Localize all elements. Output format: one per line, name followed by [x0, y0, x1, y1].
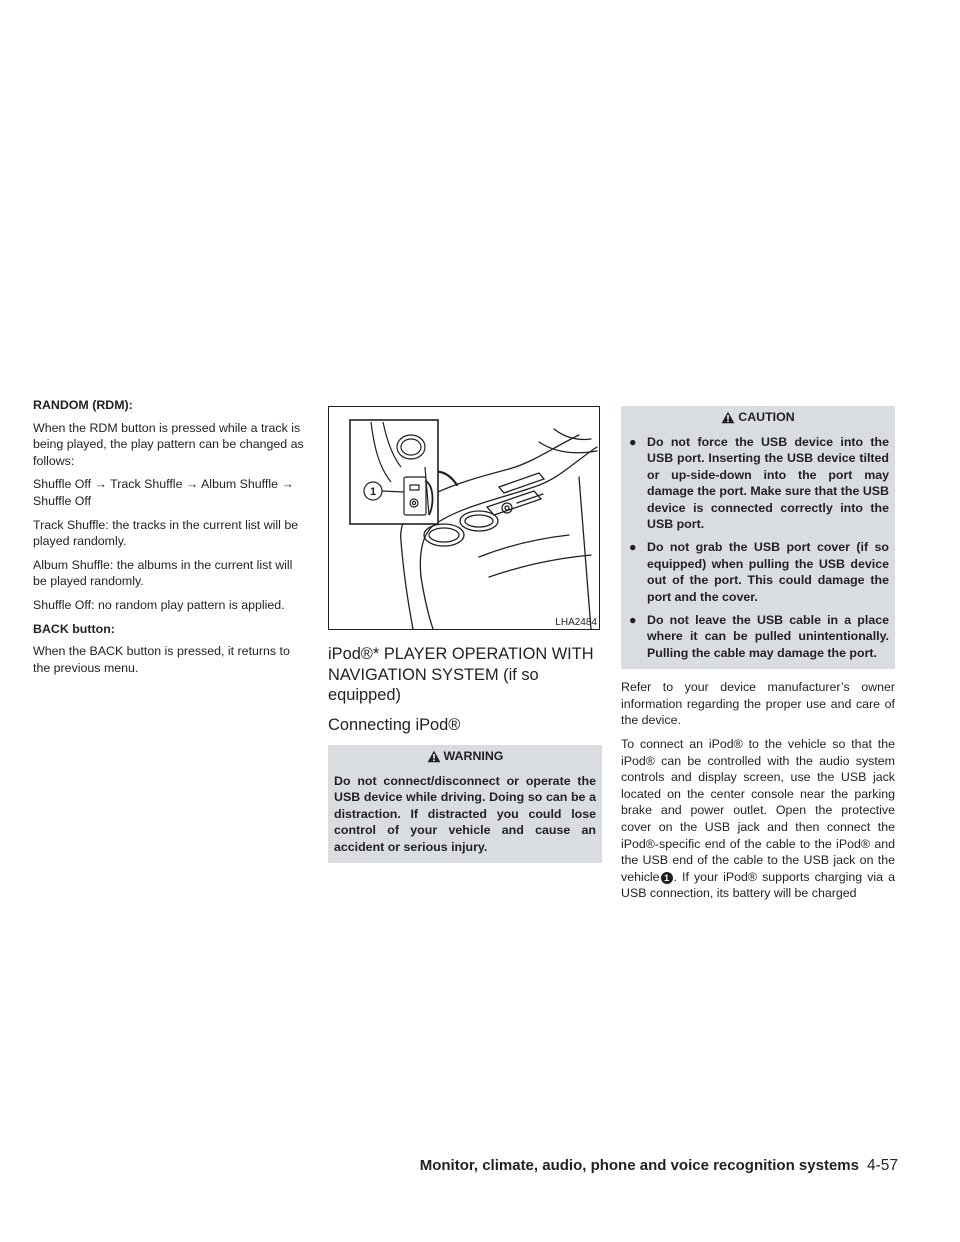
warning-box — [328, 745, 602, 863]
caution-icon — [721, 411, 735, 424]
middle-column — [328, 397, 602, 863]
refer-text: Refer to your device manufacturer’s owner information regarding the proper use and care of the device. — [621, 680, 895, 728]
bullet-icon: ● — [629, 540, 637, 555]
shuffle-off-text: Shuffle Off: no random play pattern is applied. — [33, 597, 285, 612]
warning-header — [328, 745, 602, 767]
caution-body — [621, 428, 895, 669]
track-shuffle-text: Track Shuffle: the tracks in the current list will be played randomly. — [33, 517, 299, 549]
caution-list — [627, 434, 889, 661]
caution-box — [621, 406, 895, 669]
section-title: iPod®* PLAYER OPERATION WITH NAVIGATION SYSTEM (if so equipped) — [328, 645, 594, 704]
caution-header — [621, 406, 895, 428]
subsection-title: Connecting iPod® — [328, 715, 461, 734]
figure-id: LHA2484 — [555, 617, 597, 628]
album-shuffle-text: Album Shuffle: the albums in the current list will be played randomly. — [33, 557, 293, 589]
warning-icon — [427, 750, 441, 763]
back-heading: BACK button: — [33, 621, 115, 636]
usb-port-illustration — [328, 406, 600, 630]
bullet-icon: ● — [629, 613, 637, 628]
connect-text: To connect an iPod® to the vehicle so that the iPod® can be controlled with the audio system controls and display screen, use the USB jack located on the center console near the parking brake and power outlet. Open the protective cover on the USB jack and then connect the iPod®-specific end of the cable to the iPod® and the USB end of the cable to the USB jack on the vehicle 1 . If your iPod® supports charging via a USB connection, its battery will be charged — [621, 737, 895, 901]
right-column — [621, 406, 895, 909]
center-console-drawing — [329, 407, 601, 631]
list-item: ● Do not grab the USB port cover (if so equipped) when pulling the USB device out of the port. This could damage the port and the cover. — [629, 540, 889, 604]
back-text: When the BACK button is pressed, it returns to the previous menu. — [33, 644, 290, 675]
list-item: ● Do not leave the USB cable in a place where it can be pulled unintentionally. Pulling the cable may damage the port. — [629, 613, 889, 660]
warning-text: Do not connect/disconnect or operate the USB device while driving. Doing so can be a distraction. If distracted you could lose control of your vehicle and cause an accident or serious injury. — [334, 774, 596, 854]
page-number: 4-57 — [866, 1157, 898, 1174]
list-item: ● Do not force the USB device into the USB port. Inserting the USB device tilted or up-side-down into the port may damage the port. Make sure that the USB device is connected correctly into the USB port. — [629, 435, 889, 532]
random-intro: When the RDM button is pressed while a track is being played, the play pattern can be changed as follows: — [33, 420, 304, 468]
random-heading: RANDOM (RDM): — [33, 398, 133, 412]
left-column — [33, 397, 307, 683]
page-footer — [420, 1157, 898, 1175]
caution-label: CAUTION — [738, 409, 795, 424]
callout-1-icon: 1 — [661, 872, 673, 884]
footer-section-name: Monitor, climate, audio, phone and voice recognition systems — [419, 1157, 859, 1174]
random-sequence: Shuffle Off → Track Shuffle → Album Shuffle → Shuffle Off — [33, 477, 294, 508]
warning-label: WARNING — [443, 748, 504, 763]
bullet-icon: ● — [629, 435, 637, 449]
figure-callout-1: 1 — [369, 486, 377, 498]
